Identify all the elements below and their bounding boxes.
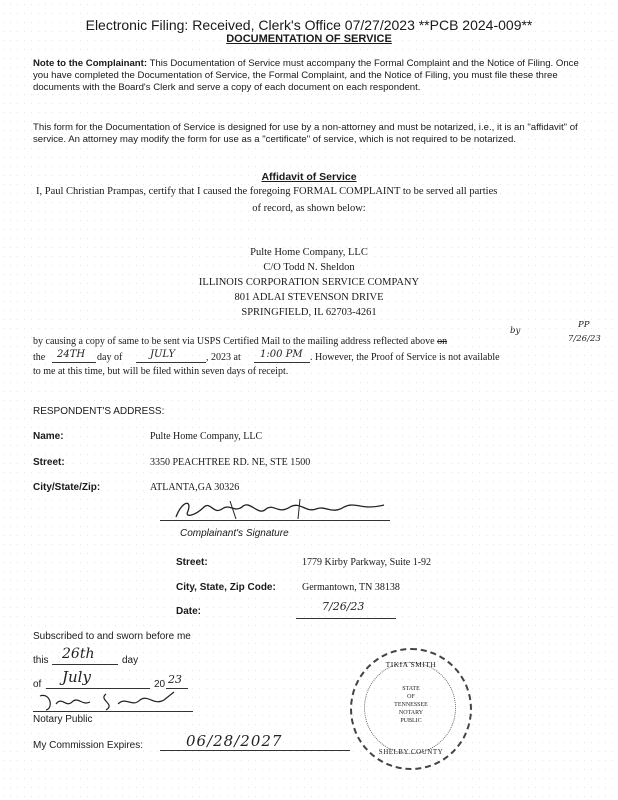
service-month: JULY xyxy=(150,349,176,360)
signature-line xyxy=(160,520,390,521)
note-paragraph xyxy=(33,58,581,94)
signature-caption: Complainant's Signature xyxy=(180,528,289,539)
recipient-line-3: ILLINOIS CORPORATION SERVICE COMPANY xyxy=(198,277,420,288)
seal-bottom-text: SHELBY COUNTY xyxy=(378,748,444,756)
seal-line-3: TENNESSEE xyxy=(394,702,428,708)
seal-line-1: STATE xyxy=(402,686,420,692)
service-year-at: , 2023 at xyxy=(206,352,241,363)
respondent-street-label: Street: xyxy=(33,457,65,468)
service-line-1-text: by causing a copy of same to be sent via USPS Certified Mail to the mailing address reflected above xyxy=(33,336,435,347)
page-title: DOCUMENTATION OF SERVICE xyxy=(226,33,392,45)
respondent-city-value: ATLANTA,GA 30326 xyxy=(150,482,240,493)
notary-seal-inner-ring xyxy=(364,662,456,754)
notary-public-label: Notary Public xyxy=(33,714,93,725)
recipient-line-1: Pulte Home Company, LLC xyxy=(250,247,368,258)
correction-by: by xyxy=(510,326,521,336)
service-line-2-the: the xyxy=(33,352,46,363)
filing-stamp: Electronic Filing: Received, Clerk's Office 07/27/2023 **PCB 2024-009** xyxy=(85,17,533,33)
service-line-3: to me at this time, but will be filed within seven days of receipt. xyxy=(33,366,289,377)
recipient-line-2: C/O Todd N. Sheldon xyxy=(263,262,355,273)
notary-signature xyxy=(36,690,186,712)
notary-year-underline xyxy=(166,688,188,689)
service-day-of: day of xyxy=(97,352,123,363)
recipient-line-5: SPRINGFIELD, IL 62703-4261 xyxy=(241,307,377,318)
respondent-street-value: 3350 PEACHTREE RD. NE, STE 1500 xyxy=(150,457,311,468)
correction-date: 7/26/23 xyxy=(568,334,601,344)
notary-signature-line xyxy=(33,711,193,712)
notary-subscribed: Subscribed to and sworn before me xyxy=(33,631,191,642)
respondent-heading: RESPONDENT'S ADDRESS: xyxy=(33,406,165,417)
notary-month-value: July xyxy=(62,668,91,686)
notary-seal xyxy=(350,648,472,770)
commission-expires-label: My Commission Expires: xyxy=(33,740,144,751)
notary-this: this xyxy=(33,655,49,666)
affidavit-title: Affidavit of Service xyxy=(261,171,357,183)
month-underline xyxy=(136,362,206,363)
service-line-1 xyxy=(33,336,447,347)
affidavit-line-2: of record, as shown below: xyxy=(252,203,366,214)
respondent-name-value: Pulte Home Company, LLC xyxy=(150,431,263,442)
seal-line-2: OF xyxy=(407,694,415,700)
seal-line-5: PUBLIC xyxy=(400,718,422,724)
notary-month-underline xyxy=(46,688,150,689)
date-underline xyxy=(296,618,396,619)
complainant-street-label: Street: xyxy=(176,557,208,568)
notary-day-value: 26th xyxy=(62,646,95,662)
complainant-street-value: 1779 Kirby Parkway, Suite 1-92 xyxy=(302,557,432,568)
struck-word: on xyxy=(437,336,448,347)
notary-year-value: 23 xyxy=(168,673,182,686)
recipient-line-4: 801 ADLAI STEVENSON DRIVE xyxy=(234,292,384,303)
note-text: This Documentation of Service must accompany the Formal Complaint and the Notice of Filing. Once you have completed the Documentation of Service, the Formal Complaint, and the Notice of Filing, you must file these three documents with the Board's Clerk and serve a copy of each document on each respondent. xyxy=(33,58,579,93)
affidavit-line-1: I, Paul Christian Prampas, certify that I caused the foregoing FORMAL COMPLAINT to be served all parties xyxy=(36,186,498,197)
complainant-date-value: 7/26/23 xyxy=(322,600,365,613)
service-time: 1:00 PM xyxy=(260,349,303,360)
note-label: Note to the Complainant: xyxy=(33,58,148,69)
correction-initials: PP xyxy=(578,320,590,330)
seal-line-4: NOTARY xyxy=(398,710,424,716)
form-note-paragraph: This form for the Documentation of Service is designed for use by a non-attorney and must be notarized, i.e., it is an "affidavit" of service. An attorney may modify the form for use as a "certificate" of service, which is not required to be notarized. xyxy=(33,122,578,145)
commission-underline xyxy=(160,750,350,751)
notary-day-label: day xyxy=(122,655,139,666)
complainant-city-value: Germantown, TN 38138 xyxy=(302,582,400,593)
complainant-city-label: City, State, Zip Code: xyxy=(176,582,276,593)
commission-expires-value: 06/28/2027 xyxy=(186,732,283,750)
notary-day-underline xyxy=(52,664,118,665)
service-day: 24TH xyxy=(57,349,86,360)
day-underline xyxy=(52,362,96,363)
seal-top-text: TIKIA SMITH xyxy=(385,660,437,669)
complainant-date-label: Date: xyxy=(176,606,202,617)
service-line-2-rest: . However, the Proof of Service is not available xyxy=(310,352,500,363)
time-underline xyxy=(254,362,310,363)
notary-of: of xyxy=(33,679,42,690)
respondent-name-label: Name: xyxy=(33,431,64,442)
notary-year-prefix: 20 xyxy=(154,679,166,690)
respondent-city-label: City/State/Zip: xyxy=(33,482,101,493)
